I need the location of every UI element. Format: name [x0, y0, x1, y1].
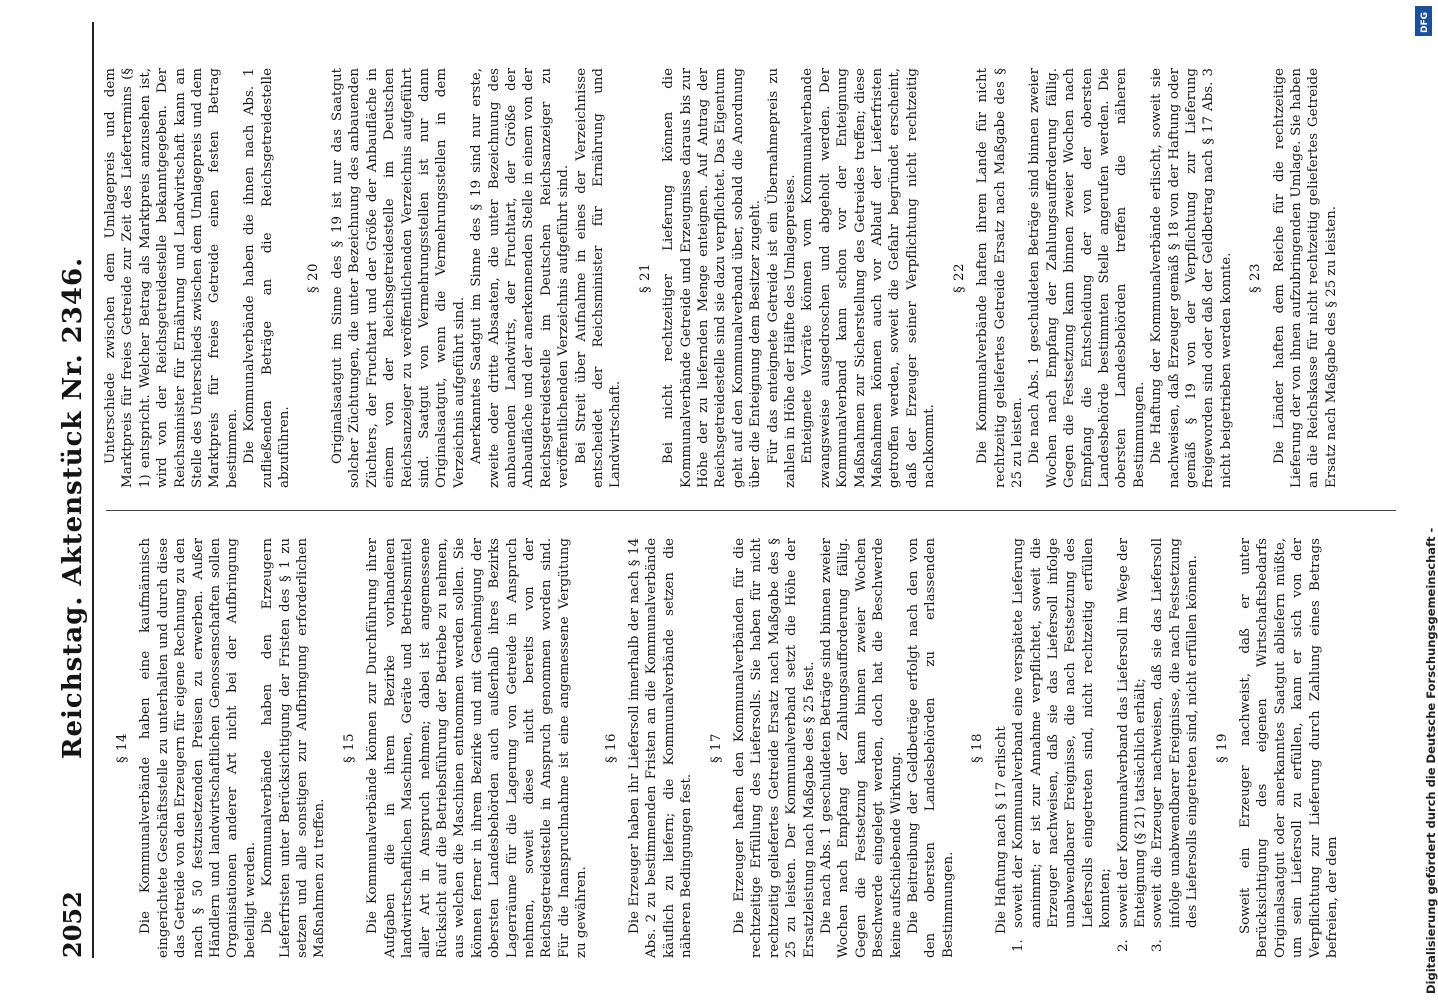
paragraph: Originalsaatgut im Sinne des § 19 ist nur das Saatgut solcher Züchtungen, die unter Bezeichnung des anbauenden Züchters, der Fruchtart und der Größe der Anbaufläche in einem von der Reichsgetreidestelle im Deutschen Reichsanzeiger zu veröffentlichenden Verzeichnis aufgeführt sind. Saatgut von Vermehrungsstellen ist nur dann Originalsaatgut, wenn die Vermehrungsstellen in dem Verzeichnis aufgeführt sind. [329, 68, 467, 488]
paragraph: Die Kommunalverbände können zur Durchführung ihrer Aufgaben die in ihrem Bezirke vorhandenen landwirtschaftlichen Maschinen, Geräte und Betriebsmittel aller Art in Anspruch nehmen; dabei ist angemessene Rücksicht auf die Betriebsführung der Betriebe zu nehmen, aus welchen die Maschinen entnommen werden sollen. Sie können ferner in ihrem Bezirke und mit Genehmigung der obersten Landesbehörden auch außerhalb ihres Bezirks Lagerräume für die Lagerung von Getreide in Anspruch nehmen, soweit diese nicht bereits von der Reichsgetreidestelle in Anspruch genommen worden sind. Für die Inanspruchnahme ist eine angemessene Vergütung zu gewähren. [365, 538, 590, 958]
paragraph: Die nach Abs. 1 geschuldeten Beträge sind binnen zweier Wochen nach Empfang der Zahlungsaufforderung fällig. Gegen die Festsetzung kann binnen zweier Wochen nach Empfang die Entscheidung der von der obersten Landesbehörde bestimmten Stelle angerufen werden. Die obersten Landesbehörden treffen die näheren Bestimmungen. [1027, 68, 1147, 488]
paragraph: Die Haftung der Kommunalverbände erlischt, soweit sie nachweisen, daß Erzeuger gemäß § 18 von der Haftung oder gemäß § 19 von der Verpflichtung zur Lieferung freigeworden sind oder daß der Geldbetrag nach § 17 Abs. 3 nicht beigetrieben werden konnte. [1149, 68, 1234, 488]
digitization-credit: Digitalisierung gefördert durch die Deutsche Forschungsgemeinschaft - [1424, 527, 1438, 994]
paragraph: Die Erzeuger haften den Kommunalverbänden für die rechtzeitige Erfüllung des Liefersolls. Sie haben für nicht rechtzeitig geliefertes Getreide Ersatz nach Maßgabe des § 25 zu leisten. Der Kommunalverband setzt die Höhe der Ersatzleistung nach Maßgabe des § 25 fest. [732, 538, 817, 958]
section-heading: § 18 [970, 733, 986, 763]
list-item-text: soweit die Erzeuger nachweisen, daß sie das Liefersoll infolge unabwendbarer Ereignisse, die nach Festsetzung des Liefersolls eingetreten sind, nicht erfüllen können. [1150, 538, 1201, 928]
list-item [1010, 538, 1114, 952]
list-item-text: soweit der Kommunalverband eine verspätete Lieferung annimmt; er ist zur Annahme verpflichtet, soweit die Erzeuger nachweisen, daß sie das Liefersoll infolge unabwendbarer Ereignisse, die nach Festsetzung des Liefersolls eingetreten sind, nicht rechtzeitig erfüllen konnten; [1011, 538, 1114, 928]
dfg-logo [1415, 6, 1432, 36]
paragraph: Die Haftung nach § 17 erlischt [993, 726, 1009, 934]
paragraph: Für das enteignete Getreide ist ein Übernahmepreis zu zahlen in Höhe der Hälfte des Umlagepreises. [765, 68, 799, 488]
list-item-text: soweit der Kommunalverband das Liefersoll im Wege der Enteignung (§ 21) tatsächlich erhält; [1115, 538, 1148, 928]
paragraph: Die Kommunalverbände haben den Erzeugern Lieferfristen unter Berücksichtigung der Fristen des § 1 zu setzen und alle sonstigen zur Aufbringung erforderlichen Maßnahmen zu treffen. [260, 538, 328, 958]
column-divider [106, 510, 1396, 511]
paragraph: Die nach Abs. 1 geschuldeten Beträge sind binnen zweier Wochen nach Empfang der Zahlungsaufforderung fällig. Gegen die Festsetzung kann binnen zweier Wochen Beschwerde eingelegt werden, doch hat die Beschwerde keine aufschiebende Wirkung. [819, 538, 904, 958]
list-item [1149, 538, 1201, 952]
paragraph: Enteignete Vorräte können vom Kommunalverbande zwangsweise ausgedroschen und abgeholt werden. Der Kommunalverband kann schon vor der Enteignung Maßnahmen zur Sicherstellung des Getreides treffen; diese Maßnahmen können auch vor Ablauf der Lieferfristen getroffen werden, soweit die Gefahr begründet erscheint, daß der Erzeuger seiner Verpflichtung nicht rechtzeitig nachkommt. [800, 68, 938, 488]
dfg-logo-text: DFG [1420, 11, 1430, 33]
section-heading: § 14 [115, 733, 130, 763]
paragraph: Anerkanntes Saatgut im Sinne des § 19 sind nur erste, zweite oder dritte Absaaten, die unter Bezeichnung des anbauenden Landwirts, der Fruchtart, der Größe der Anbaufläche und der anerkennenden Stelle in einem von der Reichsgetreidestelle im Deutschen Reichsanzeiger zu veröffentlichenden Verzeichnis aufgeführt sind. [469, 68, 572, 488]
list-item-number: 2. [1115, 939, 1131, 952]
section-heading: § 22 [951, 263, 967, 293]
paragraph: Die Kommunalverbände haben die ihnen nach Abs. 1 zufließenden Beträge an die Reichsgetreidestelle abzuführen. [242, 68, 293, 488]
section-heading: § 17 [708, 733, 724, 763]
right-column [102, 68, 1340, 488]
paragraph: Die Länder haften dem Reiche für die rechtzeitige Lieferung der von ihnen aufzubringenden Umlage. Sie haben an die Reichskasse für nicht rechtzeitig geliefertes Getreide Ersatz nach Maßgabe des § 25 zu leisten. [1271, 68, 1339, 488]
section-heading: § 21 [637, 263, 653, 293]
section-heading: § 15 [341, 733, 357, 763]
list-item [1115, 538, 1150, 952]
paragraph: Bei Streit über Aufnahme in eines der Verzeichnisse entscheidet der Reichsminister für Ernährung und Landwirtschaft. [573, 68, 624, 488]
list-item-number: 1. [1011, 939, 1027, 952]
paragraph: Die Kommunalverbände haben eine kaufmännisch eingerichtete Geschäftsstelle zu unterhalten und durch diese das Getreide von den Erzeugern für eigene Rechnung zu den nach § 50 festzusetzenden Preisen zu erwerben. Außer Händlern und landwirtschaftlichen Genossenschaften sollen Organisationen anderer Art nicht bei der Aufbringung beteiligt werden. [138, 538, 258, 958]
paragraph: Bei nicht rechtzeitiger Lieferung können die Kommunalverbände Getreide und Erzeugnisse daraus bis zur Höhe der zu liefernden Menge enteignen. Auf Antrag der Reichsgetreidestelle sind sie dazu verpflichtet. Das Eigentum geht auf den Kommunalverband über, sobald die Anordnung über die Enteignung dem Besitzer zugeht. [661, 68, 764, 488]
section-heading: § 19 [1214, 733, 1230, 763]
paragraph: Die Erzeuger haben ihr Liefersoll innerhalb der nach § 14 Abs. 2 zu bestimmenden Fristen an die Kommunalverbände käuflich zu liefern; die Kommunalverbände setzen die näheren Bedingungen fest. [626, 538, 695, 958]
paragraph: Soweit ein Erzeuger nachweist, daß er unter Berücksichtigung des eigenen Wirtschaftsbedarfs Originalsaatgut oder anerkanntes Saatgut abliefern müßte, um sein Liefersoll zu erfüllen, kann er sich von der Verpflichtung zur Lieferung durch Zahlung eines Betrags befreien, der dem [1237, 538, 1340, 958]
page-number: 2052 [58, 891, 87, 958]
paragraph: Unterschiede zwischen dem Umlagepreis und dem Marktpreis für freies Getreide zur Zeit des Liefertermins (§ 1) entspricht. Welcher Betrag als Marktpreis anzusehen ist, wird von der Reichsgetreidestelle bekanntgegeben. Der Reichsminister für Ernährung und Landwirtschaft kann an Stelle des Unterschieds zwischen dem Umlagepreis und dem Marktpreis für freies Getreide einen festen Betrag bestimmen. [103, 68, 240, 488]
paragraph: Die Beitreibung der Geldbeträge erfolgt nach den von den obersten Landesbehörden zu erlassenden Bestimmungen. [906, 538, 956, 958]
list-item-number: 3. [1150, 939, 1166, 952]
document-page [40, 22, 1400, 958]
header-rule [92, 22, 94, 958]
page-title: Reichstag. Aktenstück Nr. 2346. [58, 256, 88, 760]
numbered-list [1010, 538, 1201, 958]
section-heading: § 23 [1248, 263, 1264, 293]
section-heading: § 16 [603, 733, 619, 763]
section-heading: § 20 [306, 263, 322, 293]
left-column [102, 538, 1341, 958]
paragraph: Die Kommunalverbände haften ihrem Lande für nicht rechtzeitig geliefertes Getreide Ersatz nach Maßgabe des § 25 zu leisten. [975, 68, 1025, 488]
